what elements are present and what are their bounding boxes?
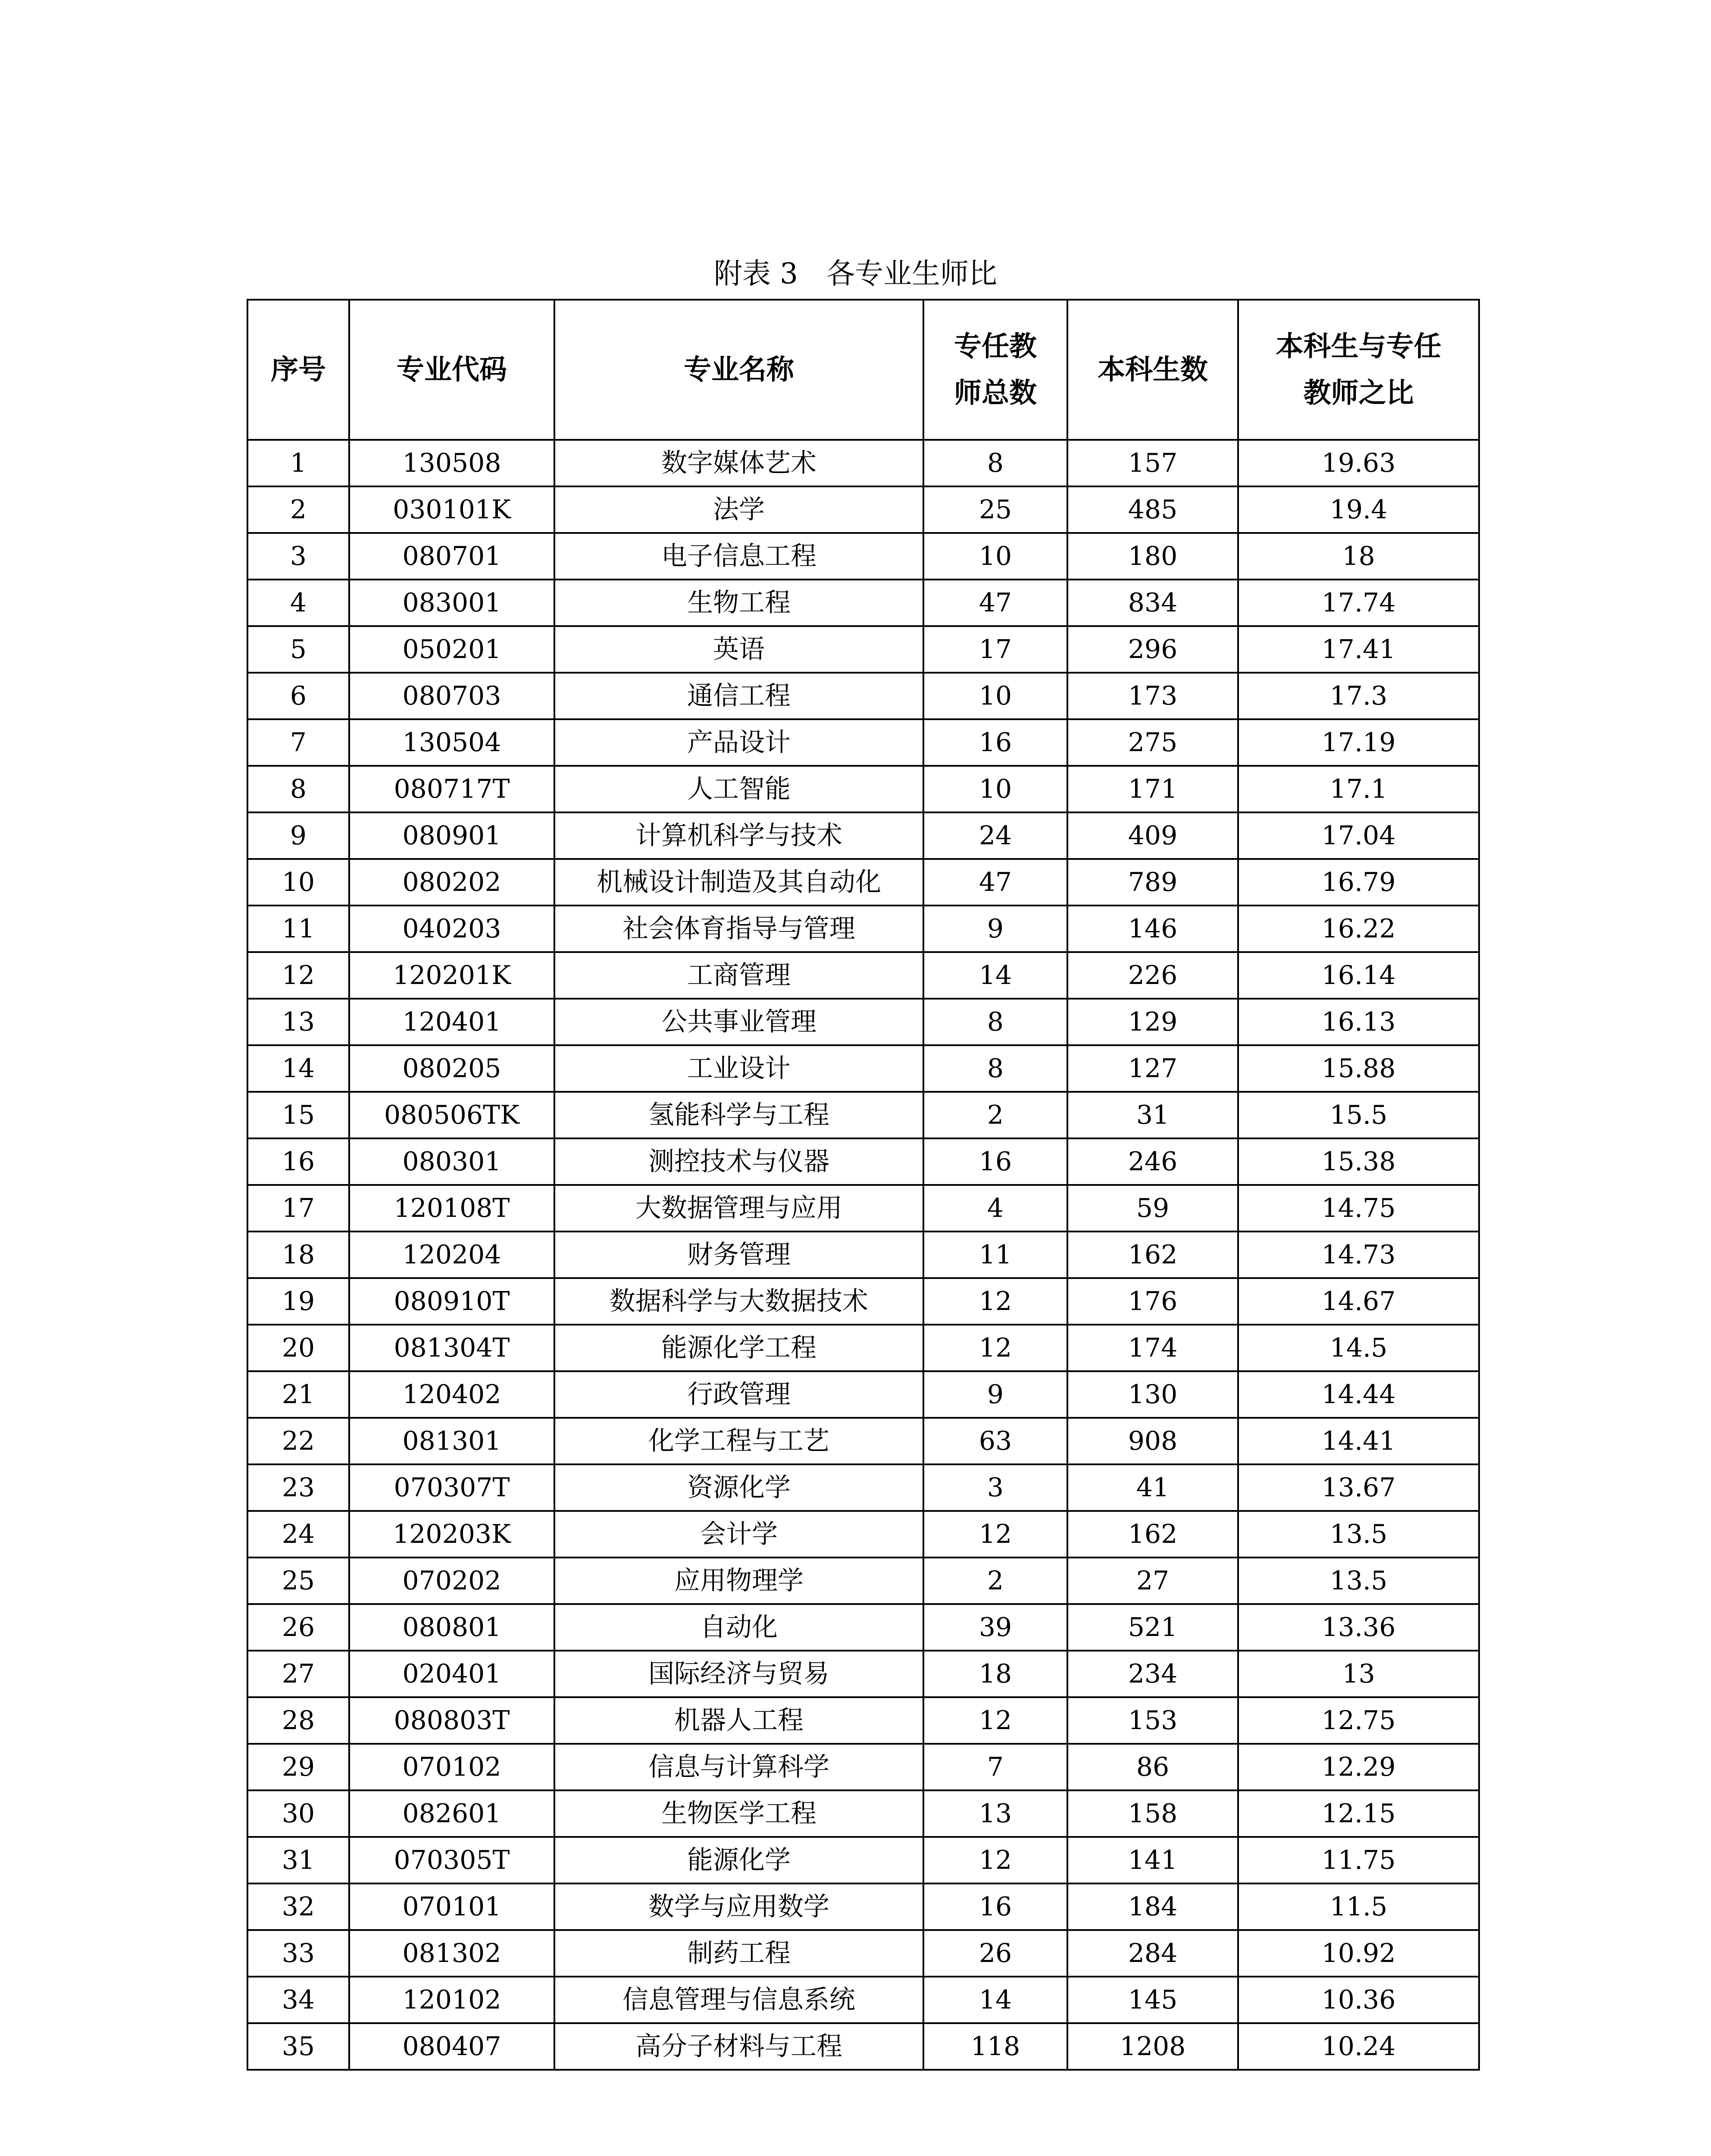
- cell-major-name: 数字媒体艺术: [554, 440, 923, 486]
- cell-teacher-count: 12: [923, 1697, 1067, 1744]
- table-row: [247, 1790, 1479, 1837]
- cell-index: 13: [247, 999, 349, 1045]
- cell-student-count: 171: [1067, 766, 1238, 812]
- cell-major-code: 081301: [349, 1418, 554, 1464]
- table-row: [247, 906, 1479, 952]
- cell-major-name: 公共事业管理: [554, 999, 923, 1045]
- cell-index: 18: [247, 1232, 349, 1278]
- cell-student-count: 296: [1067, 626, 1238, 673]
- cell-teacher-count: 39: [923, 1604, 1067, 1651]
- cell-major-code: 080717T: [349, 766, 554, 812]
- cell-major-name: 计算机科学与技术: [554, 812, 923, 859]
- cell-teacher-count: 8: [923, 999, 1067, 1045]
- cell-ratio: 14.5: [1238, 1325, 1479, 1371]
- cell-index: 33: [247, 1930, 349, 1977]
- cell-teacher-count: 16: [923, 1138, 1067, 1185]
- cell-student-count: 908: [1067, 1418, 1238, 1464]
- cell-student-count: 141: [1067, 1837, 1238, 1883]
- cell-major-name: 生物医学工程: [554, 1790, 923, 1837]
- cell-teacher-count: 13: [923, 1790, 1067, 1837]
- cell-ratio: 15.5: [1238, 1092, 1479, 1138]
- table-row: [247, 1045, 1479, 1092]
- cell-ratio: 16.14: [1238, 952, 1479, 999]
- cell-student-count: 789: [1067, 859, 1238, 906]
- table-row: [247, 1557, 1479, 1604]
- cell-major-code: 120201K: [349, 952, 554, 999]
- cell-index: 19: [247, 1278, 349, 1325]
- cell-student-count: 86: [1067, 1744, 1238, 1790]
- cell-index: 20: [247, 1325, 349, 1371]
- cell-index: 25: [247, 1557, 349, 1604]
- cell-major-code: 070101: [349, 1883, 554, 1930]
- cell-teacher-count: 18: [923, 1651, 1067, 1697]
- cell-index: 2: [247, 486, 349, 533]
- cell-ratio: 16.22: [1238, 906, 1479, 952]
- cell-major-code: 120204: [349, 1232, 554, 1278]
- cell-student-count: 834: [1067, 580, 1238, 626]
- cell-major-name: 制药工程: [554, 1930, 923, 1977]
- cell-teacher-count: 14: [923, 952, 1067, 999]
- header-ratio: 本科生与专任 教师之比: [1238, 300, 1479, 440]
- cell-teacher-count: 8: [923, 1045, 1067, 1092]
- table-row: [247, 1185, 1479, 1232]
- cell-index: 17: [247, 1185, 349, 1232]
- cell-teacher-count: 14: [923, 1977, 1067, 2023]
- cell-index: 24: [247, 1511, 349, 1557]
- table-caption: 附表 3 各专业生师比: [714, 257, 997, 290]
- cell-student-count: 275: [1067, 719, 1238, 766]
- cell-major-name: 信息管理与信息系统: [554, 1977, 923, 2023]
- cell-student-count: 158: [1067, 1790, 1238, 1837]
- cell-teacher-count: 47: [923, 580, 1067, 626]
- cell-index: 29: [247, 1744, 349, 1790]
- cell-major-code: 080506TK: [349, 1092, 554, 1138]
- table-row: [247, 1977, 1479, 2023]
- header-major-code: 专业代码: [349, 300, 554, 440]
- cell-student-count: 130: [1067, 1371, 1238, 1418]
- cell-student-count: 157: [1067, 440, 1238, 486]
- cell-student-count: 176: [1067, 1278, 1238, 1325]
- cell-major-code: 082601: [349, 1790, 554, 1837]
- cell-ratio: 10.36: [1238, 1977, 1479, 2023]
- cell-student-count: 146: [1067, 906, 1238, 952]
- cell-ratio: 14.73: [1238, 1232, 1479, 1278]
- cell-ratio: 14.67: [1238, 1278, 1479, 1325]
- cell-index: 34: [247, 1977, 349, 2023]
- cell-index: 9: [247, 812, 349, 859]
- cell-major-code: 081302: [349, 1930, 554, 1977]
- table-row: [247, 440, 1479, 486]
- cell-teacher-count: 10: [923, 533, 1067, 580]
- cell-student-count: 41: [1067, 1464, 1238, 1511]
- table-row: [247, 1325, 1479, 1371]
- table-row: [247, 999, 1479, 1045]
- table-row: [247, 2023, 1479, 2070]
- cell-major-name: 能源化学: [554, 1837, 923, 1883]
- cell-major-name: 工商管理: [554, 952, 923, 999]
- cell-index: 11: [247, 906, 349, 952]
- cell-student-count: 485: [1067, 486, 1238, 533]
- cell-major-name: 会计学: [554, 1511, 923, 1557]
- cell-major-name: 高分子材料与工程: [554, 2023, 923, 2070]
- cell-major-name: 氢能科学与工程: [554, 1092, 923, 1138]
- cell-ratio: 15.38: [1238, 1138, 1479, 1185]
- cell-major-code: 120401: [349, 999, 554, 1045]
- cell-major-code: 080801: [349, 1604, 554, 1651]
- table-row: [247, 1651, 1479, 1697]
- cell-major-name: 生物工程: [554, 580, 923, 626]
- cell-ratio: 13.5: [1238, 1557, 1479, 1604]
- cell-index: 23: [247, 1464, 349, 1511]
- cell-index: 31: [247, 1837, 349, 1883]
- cell-teacher-count: 63: [923, 1418, 1067, 1464]
- cell-ratio: 10.92: [1238, 1930, 1479, 1977]
- cell-major-code: 030101K: [349, 486, 554, 533]
- cell-index: 7: [247, 719, 349, 766]
- cell-major-code: 070305T: [349, 1837, 554, 1883]
- cell-teacher-count: 26: [923, 1930, 1067, 1977]
- cell-index: 8: [247, 766, 349, 812]
- cell-ratio: 17.74: [1238, 580, 1479, 626]
- cell-major-code: 080703: [349, 673, 554, 719]
- cell-ratio: 13.36: [1238, 1604, 1479, 1651]
- table-header-row: [247, 300, 1479, 440]
- table-row: [247, 1278, 1479, 1325]
- cell-major-code: 083001: [349, 580, 554, 626]
- cell-major-code: 080301: [349, 1138, 554, 1185]
- table-row: [247, 1511, 1479, 1557]
- cell-major-name: 产品设计: [554, 719, 923, 766]
- cell-major-code: 040203: [349, 906, 554, 952]
- cell-student-count: 153: [1067, 1697, 1238, 1744]
- cell-index: 27: [247, 1651, 349, 1697]
- cell-index: 30: [247, 1790, 349, 1837]
- cell-major-name: 大数据管理与应用: [554, 1185, 923, 1232]
- cell-major-code: 120102: [349, 1977, 554, 2023]
- table-row: [247, 766, 1479, 812]
- cell-ratio: 18: [1238, 533, 1479, 580]
- cell-ratio: 15.88: [1238, 1045, 1479, 1092]
- cell-index: 28: [247, 1697, 349, 1744]
- cell-ratio: 17.3: [1238, 673, 1479, 719]
- cell-student-count: 27: [1067, 1557, 1238, 1604]
- cell-ratio: 12.15: [1238, 1790, 1479, 1837]
- cell-major-code: 120108T: [349, 1185, 554, 1232]
- cell-ratio: 16.13: [1238, 999, 1479, 1045]
- cell-major-code: 080803T: [349, 1697, 554, 1744]
- cell-major-code: 120203K: [349, 1511, 554, 1557]
- cell-teacher-count: 47: [923, 859, 1067, 906]
- cell-major-code: 050201: [349, 626, 554, 673]
- cell-ratio: 14.44: [1238, 1371, 1479, 1418]
- table-body: [247, 440, 1479, 2070]
- cell-major-name: 社会体育指导与管理: [554, 906, 923, 952]
- cell-major-name: 测控技术与仪器: [554, 1138, 923, 1185]
- cell-ratio: 14.41: [1238, 1418, 1479, 1464]
- header-teacher-count: 专任教 师总数: [923, 300, 1067, 440]
- cell-ratio: 19.63: [1238, 440, 1479, 486]
- cell-ratio: 13.67: [1238, 1464, 1479, 1511]
- cell-student-count: 173: [1067, 673, 1238, 719]
- student-teacher-ratio-table: [247, 299, 1480, 2071]
- cell-student-count: 174: [1067, 1325, 1238, 1371]
- table-row: [247, 812, 1479, 859]
- cell-major-name: 自动化: [554, 1604, 923, 1651]
- cell-major-name: 电子信息工程: [554, 533, 923, 580]
- cell-major-code: 080205: [349, 1045, 554, 1092]
- cell-major-name: 信息与计算科学: [554, 1744, 923, 1790]
- table-row: [247, 1464, 1479, 1511]
- table-row: [247, 859, 1479, 906]
- cell-student-count: 129: [1067, 999, 1238, 1045]
- cell-index: 16: [247, 1138, 349, 1185]
- cell-major-name: 数据科学与大数据技术: [554, 1278, 923, 1325]
- table-row: [247, 1837, 1479, 1883]
- cell-student-count: 409: [1067, 812, 1238, 859]
- table-row: [247, 1883, 1479, 1930]
- cell-index: 26: [247, 1604, 349, 1651]
- table-row: [247, 580, 1479, 626]
- cell-index: 15: [247, 1092, 349, 1138]
- cell-teacher-count: 118: [923, 2023, 1067, 2070]
- cell-major-name: 机械设计制造及其自动化: [554, 859, 923, 906]
- cell-major-code: 070102: [349, 1744, 554, 1790]
- cell-major-name: 数学与应用数学: [554, 1883, 923, 1930]
- cell-major-name: 能源化学工程: [554, 1325, 923, 1371]
- cell-ratio: 13: [1238, 1651, 1479, 1697]
- cell-index: 3: [247, 533, 349, 580]
- table-row: [247, 1930, 1479, 1977]
- header-student-count: 本科生数: [1067, 300, 1238, 440]
- table-row: [247, 1092, 1479, 1138]
- cell-ratio: 12.75: [1238, 1697, 1479, 1744]
- cell-index: 35: [247, 2023, 349, 2070]
- cell-major-code: 070202: [349, 1557, 554, 1604]
- table-row: [247, 952, 1479, 999]
- cell-index: 22: [247, 1418, 349, 1464]
- cell-teacher-count: 9: [923, 1371, 1067, 1418]
- cell-major-name: 法学: [554, 486, 923, 533]
- table-row: [247, 1697, 1479, 1744]
- cell-major-name: 行政管理: [554, 1371, 923, 1418]
- cell-teacher-count: 8: [923, 440, 1067, 486]
- cell-teacher-count: 16: [923, 719, 1067, 766]
- cell-teacher-count: 9: [923, 906, 1067, 952]
- cell-major-name: 通信工程: [554, 673, 923, 719]
- cell-index: 14: [247, 1045, 349, 1092]
- cell-student-count: 59: [1067, 1185, 1238, 1232]
- cell-teacher-count: 10: [923, 673, 1067, 719]
- cell-teacher-count: 17: [923, 626, 1067, 673]
- cell-major-code: 080910T: [349, 1278, 554, 1325]
- cell-student-count: 162: [1067, 1511, 1238, 1557]
- cell-teacher-count: 10: [923, 766, 1067, 812]
- cell-ratio: 17.41: [1238, 626, 1479, 673]
- cell-index: 6: [247, 673, 349, 719]
- cell-teacher-count: 12: [923, 1325, 1067, 1371]
- table-row: [247, 533, 1479, 580]
- cell-ratio: 10.24: [1238, 2023, 1479, 2070]
- cell-teacher-count: 4: [923, 1185, 1067, 1232]
- cell-teacher-count: 16: [923, 1883, 1067, 1930]
- cell-index: 21: [247, 1371, 349, 1418]
- cell-major-code: 080701: [349, 533, 554, 580]
- cell-student-count: 184: [1067, 1883, 1238, 1930]
- cell-major-code: 081304T: [349, 1325, 554, 1371]
- cell-index: 5: [247, 626, 349, 673]
- cell-major-name: 资源化学: [554, 1464, 923, 1511]
- cell-major-name: 国际经济与贸易: [554, 1651, 923, 1697]
- table-row: [247, 1232, 1479, 1278]
- cell-teacher-count: 12: [923, 1511, 1067, 1557]
- cell-student-count: 127: [1067, 1045, 1238, 1092]
- cell-major-code: 070307T: [349, 1464, 554, 1511]
- cell-major-code: 120402: [349, 1371, 554, 1418]
- cell-student-count: 180: [1067, 533, 1238, 580]
- cell-teacher-count: 12: [923, 1837, 1067, 1883]
- cell-teacher-count: 7: [923, 1744, 1067, 1790]
- cell-major-code: 080901: [349, 812, 554, 859]
- cell-major-code: 130508: [349, 440, 554, 486]
- table-row: [247, 1418, 1479, 1464]
- cell-major-code: 020401: [349, 1651, 554, 1697]
- table-row: [247, 1604, 1479, 1651]
- cell-student-count: 145: [1067, 1977, 1238, 2023]
- table-row: [247, 719, 1479, 766]
- cell-student-count: 234: [1067, 1651, 1238, 1697]
- cell-teacher-count: 12: [923, 1278, 1067, 1325]
- cell-major-name: 化学工程与工艺: [554, 1418, 923, 1464]
- cell-ratio: 19.4: [1238, 486, 1479, 533]
- cell-index: 1: [247, 440, 349, 486]
- cell-teacher-count: 2: [923, 1092, 1067, 1138]
- cell-student-count: 284: [1067, 1930, 1238, 1977]
- cell-ratio: 16.79: [1238, 859, 1479, 906]
- cell-ratio: 14.75: [1238, 1185, 1479, 1232]
- cell-student-count: 226: [1067, 952, 1238, 999]
- cell-ratio: 12.29: [1238, 1744, 1479, 1790]
- cell-teacher-count: 25: [923, 486, 1067, 533]
- cell-ratio: 11.5: [1238, 1883, 1479, 1930]
- cell-student-count: 246: [1067, 1138, 1238, 1185]
- cell-index: 32: [247, 1883, 349, 1930]
- header-index: 序号: [247, 300, 349, 440]
- cell-major-code: 080407: [349, 2023, 554, 2070]
- table-row: [247, 673, 1479, 719]
- cell-ratio: 17.1: [1238, 766, 1479, 812]
- cell-index: 12: [247, 952, 349, 999]
- cell-ratio: 17.19: [1238, 719, 1479, 766]
- cell-ratio: 13.5: [1238, 1511, 1479, 1557]
- cell-major-code: 130504: [349, 719, 554, 766]
- table-row: [247, 626, 1479, 673]
- table-row: [247, 1744, 1479, 1790]
- cell-ratio: 17.04: [1238, 812, 1479, 859]
- cell-major-name: 财务管理: [554, 1232, 923, 1278]
- cell-index: 10: [247, 859, 349, 906]
- cell-teacher-count: 3: [923, 1464, 1067, 1511]
- cell-major-name: 工业设计: [554, 1045, 923, 1092]
- cell-teacher-count: 2: [923, 1557, 1067, 1604]
- cell-major-name: 机器人工程: [554, 1697, 923, 1744]
- table-row: [247, 486, 1479, 533]
- table-row: [247, 1138, 1479, 1185]
- cell-ratio: 11.75: [1238, 1837, 1479, 1883]
- cell-student-count: 31: [1067, 1092, 1238, 1138]
- cell-major-name: 英语: [554, 626, 923, 673]
- cell-major-name: 人工智能: [554, 766, 923, 812]
- table-row: [247, 1371, 1479, 1418]
- cell-teacher-count: 24: [923, 812, 1067, 859]
- cell-teacher-count: 11: [923, 1232, 1067, 1278]
- cell-student-count: 162: [1067, 1232, 1238, 1278]
- cell-major-name: 应用物理学: [554, 1557, 923, 1604]
- header-major-name: 专业名称: [554, 300, 923, 440]
- cell-student-count: 1208: [1067, 2023, 1238, 2070]
- cell-student-count: 521: [1067, 1604, 1238, 1651]
- cell-index: 4: [247, 580, 349, 626]
- cell-major-code: 080202: [349, 859, 554, 906]
